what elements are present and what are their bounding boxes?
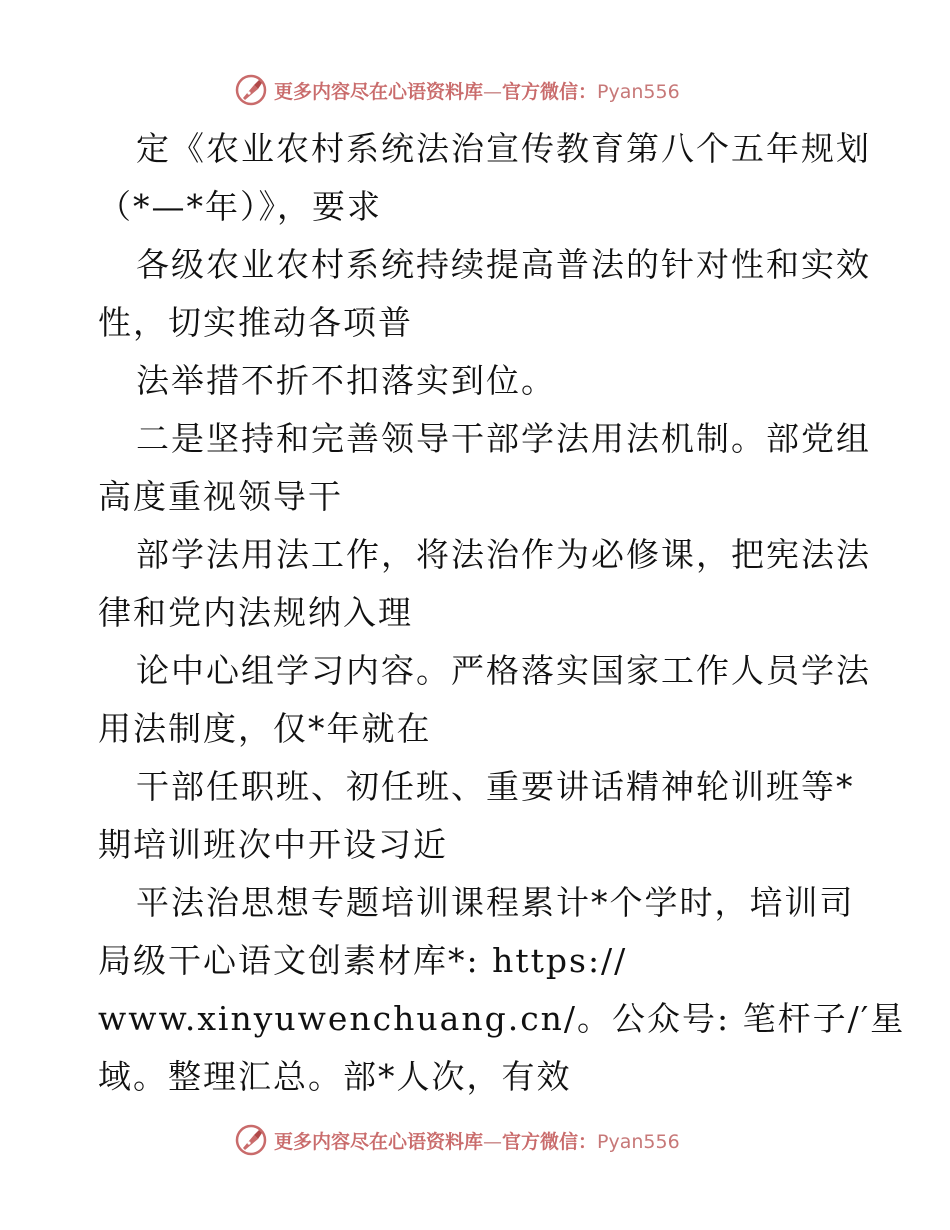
watermark-text bbox=[274, 1127, 680, 1154]
watermark-site: 更多内容尽在心语资料库 bbox=[274, 80, 484, 103]
watermark-text bbox=[274, 77, 680, 104]
text-line: 高度重视领导干 bbox=[98, 477, 343, 516]
text-line: 干部任职班、初任班、重要讲话精神轮训班等* bbox=[136, 767, 855, 806]
watermark-separator: — bbox=[483, 1130, 503, 1153]
text-line: www.xinyuwenchuang.cn/。公众号: 笔杆子/′星 bbox=[98, 999, 906, 1038]
text-line: 域。整理汇总。部*人次，有效 bbox=[98, 1057, 572, 1096]
text-line: 期培训班次中开设习近 bbox=[98, 825, 448, 864]
text-line: 律和党内法规纳入理 bbox=[98, 593, 413, 632]
footer-watermark bbox=[234, 1122, 680, 1158]
text-line: 论中心组学习内容。严格落实国家工作人员学法 bbox=[136, 651, 871, 690]
text-line: 用法制度，仅*年就在 bbox=[98, 709, 432, 748]
watermark-site: 更多内容尽在心语资料库 bbox=[274, 1130, 484, 1153]
text-line: 平法治思想专题培训课程累计*个学时，培训司 bbox=[136, 883, 855, 922]
text-line: （*—*年）》，要求 bbox=[98, 187, 382, 226]
pen-nib-logo-icon bbox=[234, 1123, 268, 1157]
document-body bbox=[98, 120, 906, 1106]
watermark-wechat-id: Pyan556 bbox=[597, 80, 680, 103]
text-line: 性，切实推动各项普 bbox=[98, 303, 413, 342]
text-line: 定《农业农村系统法治宣传教育第八个五年规划 bbox=[136, 129, 871, 168]
text-line: 部学法用法工作，将法治作为必修课，把宪法法 bbox=[136, 535, 871, 574]
header-watermark bbox=[234, 72, 680, 108]
watermark-official-label: 官方微信： bbox=[502, 1130, 598, 1153]
text-line: 二是坚持和完善领导干部学法用法机制。部党组 bbox=[136, 419, 871, 458]
watermark-wechat-id: Pyan556 bbox=[597, 1130, 680, 1153]
watermark-official-label: 官方微信： bbox=[502, 80, 598, 103]
text-line: 局级干心语文创素材库*: https:// bbox=[98, 941, 628, 980]
text-line: 法举措不折不扣落实到位。 bbox=[136, 361, 556, 400]
text-line: 各级农业农村系统持续提高普法的针对性和实效 bbox=[136, 245, 871, 284]
pen-nib-logo-icon bbox=[234, 73, 268, 107]
watermark-separator: — bbox=[483, 80, 503, 103]
